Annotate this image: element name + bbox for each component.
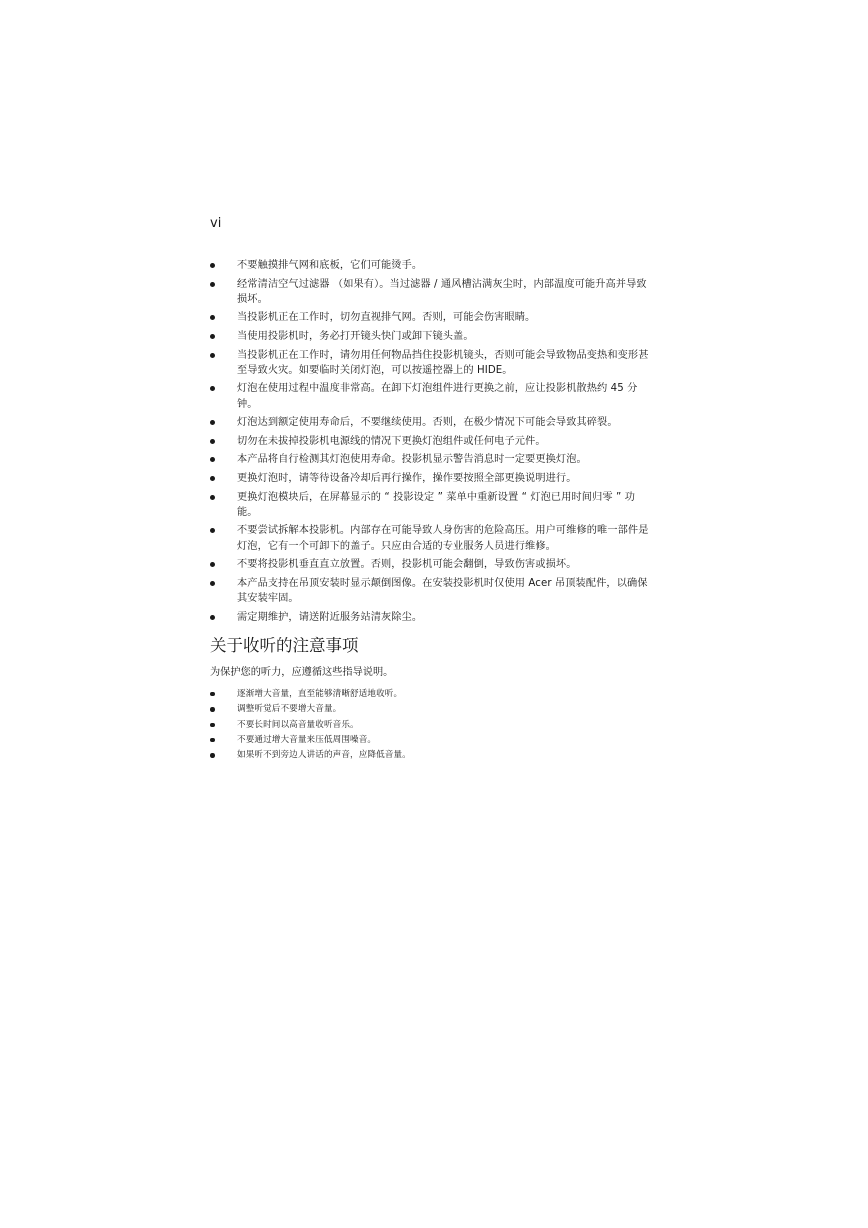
list-item — [210, 348, 650, 378]
list-item — [210, 258, 650, 273]
list-item-text: 切勿在未拔掉投影机电源线的情况下更换灯泡组件或任何电子元件。 — [237, 435, 546, 447]
bullet-icon — [210, 562, 215, 567]
list-item-text: 当使用投影机时，务必打开镜头快门或卸下镜头盖。 — [237, 330, 474, 342]
bullet-icon — [210, 439, 215, 444]
bullet-icon — [210, 353, 215, 358]
list-item — [210, 452, 650, 467]
list-item — [210, 719, 650, 732]
bullet-icon — [210, 315, 215, 320]
list-item-text: 不要尝试拆解本投影机。内部存在可能导致人身伤害的危险高压。用户可维修的唯一部件是灯泡，它有一个可卸下的盖子。只应由合适的专业服务人员进行维修。 — [237, 525, 649, 552]
bullet-icon — [210, 476, 215, 481]
list-item-text: 当投影机正在工作时，请勿用任何物品挡住投影机镜头，否则可能会导致物品变热和变形甚至导致火灾。如要临时关闭灯泡，可以按遥控器上的 HIDE。 — [237, 349, 649, 376]
list-item-text: 更换灯泡模块后，在屏幕显示的 “ 投影设定 ” 菜单中重新设置 “ 灯泡已用时间归零 ” 功能。 — [237, 491, 635, 518]
page-content — [210, 258, 650, 765]
bullet-icon — [210, 282, 215, 287]
list-item — [210, 688, 650, 701]
bullet-icon — [210, 581, 215, 586]
list-item — [210, 490, 650, 520]
list-item — [210, 310, 650, 325]
listening-list — [210, 688, 650, 762]
list-item-text: 不要通过增大音量来压低周围噪音。 — [237, 734, 377, 745]
list-item — [210, 734, 650, 747]
precautions-list — [210, 258, 650, 625]
list-item-text: 如果听不到旁边人讲话的声音，应降低音量。 — [237, 750, 411, 761]
bullet-icon — [210, 528, 215, 533]
bullet-icon — [210, 386, 215, 391]
list-item-text: 不要将投影机垂直直立放置。否则，投影机可能会翻倒，导致伤害或损坏。 — [237, 559, 577, 571]
list-item — [210, 557, 650, 572]
list-item-text: 灯泡达到额定使用寿命后，不要继续使用。否则，在极少情况下可能会导致其碎裂。 — [237, 417, 618, 429]
bullet-icon — [210, 692, 215, 697]
page-number: vi — [210, 216, 222, 231]
list-item — [210, 576, 650, 606]
bullet-icon — [210, 753, 215, 758]
list-item — [210, 703, 650, 716]
list-item-text: 本产品支持在吊顶安装时显示颠倒图像。在安装投影机时仅使用 Acer 吊顶装配件，以确保其安装牢固。 — [237, 577, 648, 604]
section-intro: 为保护您的听力，应遵循这些指导说明。 — [210, 666, 394, 678]
bullet-icon — [210, 738, 215, 743]
list-item-text: 本产品将自行检测其灯泡使用寿命。投影机显示警告消息时一定要更换灯泡。 — [237, 454, 587, 466]
list-item — [210, 749, 650, 762]
list-item-text: 不要长时间以高音量收听音乐。 — [237, 719, 359, 730]
list-item — [210, 434, 650, 449]
bullet-icon — [210, 615, 215, 620]
list-item-text: 逐渐增大音量，直至能够清晰舒适地收听。 — [237, 688, 403, 699]
list-item — [210, 277, 650, 307]
list-item-text: 更换灯泡时，请等待设备冷却后再行操作，操作要按照全部更换说明进行。 — [237, 472, 577, 484]
bullet-icon — [210, 723, 215, 728]
list-item — [210, 415, 650, 430]
bullet-icon — [210, 334, 215, 339]
list-item — [210, 471, 650, 486]
list-item — [210, 610, 650, 625]
section-heading: 关于收听的注意事项 — [210, 635, 359, 655]
bullet-icon — [210, 457, 215, 462]
bullet-icon — [210, 495, 215, 500]
list-item-text: 当投影机正在工作时，切勿直视排气网。否则，可能会伤害眼睛。 — [237, 312, 536, 324]
list-item — [210, 329, 650, 344]
list-item-text: 需定期维护，请送附近服务站清灰除尘。 — [237, 611, 423, 623]
bullet-icon — [210, 420, 215, 425]
bullet-icon — [210, 707, 215, 712]
bullet-icon — [210, 263, 215, 268]
list-item-text: 经常清洁空气过滤器 （如果有）。当过滤器 / 通风槽沾满灰尘时，内部温度可能升高并导致损坏。 — [237, 278, 647, 305]
list-item-text: 不要触摸排气网和底板，它们可能烫手。 — [237, 260, 423, 271]
list-item-text: 灯泡在使用过程中温度非常高。在卸下灯泡组件进行更换之前，应让投影机散热约 45 分钟。 — [237, 383, 638, 410]
list-item-text: 调整听觉后不要增大音量。 — [237, 704, 342, 715]
list-item — [210, 381, 650, 411]
list-item — [210, 523, 650, 553]
